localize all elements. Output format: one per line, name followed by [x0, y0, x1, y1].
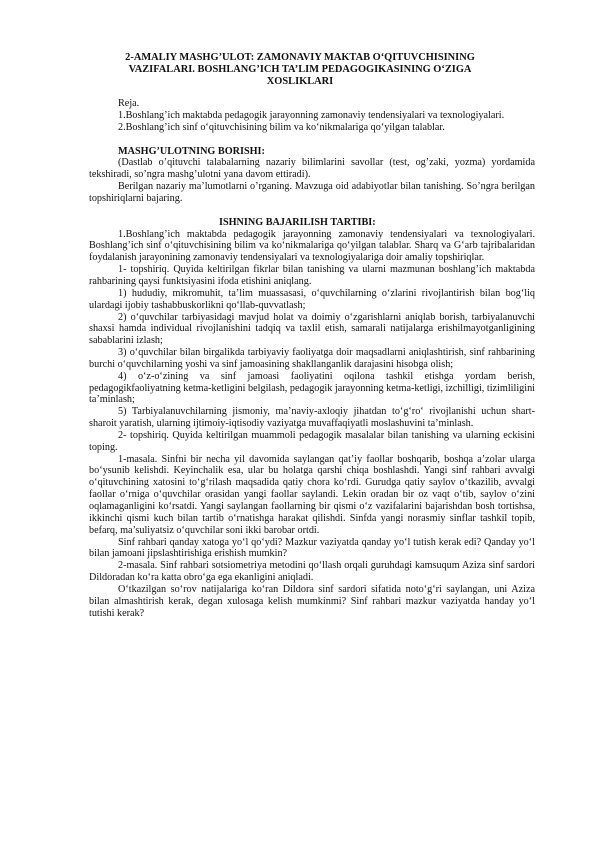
list-item: 4) o‘z-o‘zining va sinf jamoasi faoliyatini oqilona tashkil etishga yordam berish, pedagogikfaoliyatning ketma-ketligini belgilash, pedagogik jarayonning ketma-ketligi, izchilligi, tizimliligini ta’minlash;: [89, 370, 535, 406]
plan-label: Reja.: [118, 98, 140, 109]
paragraph: 1.Boshlang’ich maktabda pedagogik jarayonning zamonaviy tendensiyalari va texnologiyalari. Boshlang’ich sinf o‘qituvchisining bilim va ko‘nikmalariga qo‘yilgan talablar. Sharq va G‘arb tajribalaridan foydalanish jarayonining zamonaviy tendensiyalari va texnologiyalariga doir amaliy topshiriqlar.: [89, 228, 535, 264]
list-item: 3) o‘quvchilar bilan birgalikda tarbiyaviy faoliyatga doir maqsadlarni aniqlashtirish, sinf rahbarining burchi o‘quvchilarning yoshi va sinf jamoasining shakllanganlik darajasini hisobga olish;: [89, 347, 535, 370]
section-heading-tartibi: ISHNING BAJARILISH TARTIBI:: [219, 216, 376, 228]
problem-1-questions: Sinf rahbari qanday xatoga yo‘l qo‘ydi? Mazkur vaziyatda qanday yo‘l tutish kerak edi? Qanday yo‘l bilan jamoani jipslashtirishiga erishish mumkin?: [89, 536, 535, 560]
plan-item-1: 1.Boshlang’ich maktabda pedagogik jarayonning zamonaviy tendensiyalari va texnologiyalari.: [118, 109, 505, 121]
problem-1: 1-masala. Sinfni bir necha yil davomida saylangan qat’iy faollar boshqarib, boshqa a’zolar ularga bo‘ysunib kelishdi. Keyinchalik esa, ular bu holatga qarshi chiqa boshlashdi. Yangi sinf rahbari avvalgi o‘qituvchining xatosini to‘g‘rilash maqsadida qatiy chora ko‘rdi. Gurudga qatiy saylov o‘tkazilib, avvalgi faollar o‘rniga o‘quvchilar orasidan yangi faollar saylandi. Lekin oradan bir oz vaqt o‘tib, saylov o‘zini oqlamaganligini ko‘rsatdi. Yangi saylangan faollarning bir qismi o‘z vazifalarini bajarishdan bosh tortishsa, ikkinchi qismi kuch bilan tartib o‘rnatishga harakat qilishdi. Sinfda yangi norasmiy sinflar tashkil topib, befarq, ma’suliyatsiz o‘quvchilar soni ikki barobar ortdi.: [89, 453, 535, 536]
document-title: 2-AMALIY MASHG’ULOT: ZAMONAVIY MAKTAB O‘QITUVCHISINING VAZIFALARI. BOSHLANG’ICH TA’LIM PEDAGOGIKASINING O‘ZIGA XOSLIKLARI: [125, 52, 475, 88]
document-body: [89, 98, 535, 619]
plan-item-2: 2.Boshlang’ich sinf o‘qituvchisining bilim va ko‘nikmalariga qo‘yilgan talablar.: [118, 121, 445, 133]
task-1-intro: 1- topshiriq. Quyida keltirilgan fikrlar bilan tanishing va ularni mazmunan boshlang’ich maktabda rahbarining qaysi funktsiyasini ifoda etishini aniqlang.: [89, 264, 535, 287]
paragraph: Berilgan nazariy ma’lumotlarni o’rganing. Mavzuga oid adabiyotlar bilan tanishing. So’ngra berilgan topshiriqlarni bajaring.: [89, 181, 535, 204]
task-2-intro: 2- topshiriq. Quyida keltirilgan muammoli pedagogik masalalar bilan tanishing va ularning eckisini toping.: [89, 429, 535, 453]
paragraph: (Dastlab o’qituvchi talabalarning nazariy bilimlarini savollar (test, og’zaki, yozma) yordamida tekshiradi, so’ngra mashg’ulotni yana davom ettiradi).: [89, 157, 535, 181]
section-heading-borishi: MASHG’ULOTNING BORISHI:: [118, 145, 265, 157]
problem-2: 2-masala. Sinf rahbari sotsiometriya metodini qo‘llash orqali guruhdagi kamsuqum Aziza sinf sardori Dildoradan ko‘ra katta obro‘ga ega ekanligini aniqladi.: [89, 560, 535, 584]
problem-2-questions: O‘tkazilgan so‘rov natijalariga ko‘ran Dildora sinf sardori sifatida noto‘g‘ri saylangan, uni Aziza bilan almashtirish kerak, degan xulosaga kelish mumkinmi? Sinf rahbari mazkur vaziyatda handay yo‘l tutishi kerak?: [89, 583, 535, 619]
list-item: 5) Tarbiyalanuvchilarning jismoniy, ma’naviy-axloqiy jihatdan to‘g‘ro‘ rivojlanishi uchun shart-sharoit yaratish, ularning ijtimoiy-iqtisodiy vaziyatga muvaffaqiyatli moslashuvini ta’minlash.: [89, 406, 535, 430]
spacer: [89, 134, 535, 146]
spacer: [89, 205, 535, 217]
list-item: 2) o‘quvchilar tarbiyasidagi mavjud holat va doimiy o‘zgarishlarni aniqlab borish, tarbiyalanuvchi shaxsi hamda individual rivojlanishini tadqiq va taxlil etish, samarali natijalarga erishilmayotganligining sabablarini izlash;: [89, 311, 535, 347]
list-item: 1) hududiy, mikromuhit, ta’lim muassasasi, o‘quvchilarning o‘zlarini rivojlantirish bilan bog‘liq ulardagi ijobiy tashabbuskorlikni qo‘llab-quvvatlash;: [89, 287, 535, 311]
